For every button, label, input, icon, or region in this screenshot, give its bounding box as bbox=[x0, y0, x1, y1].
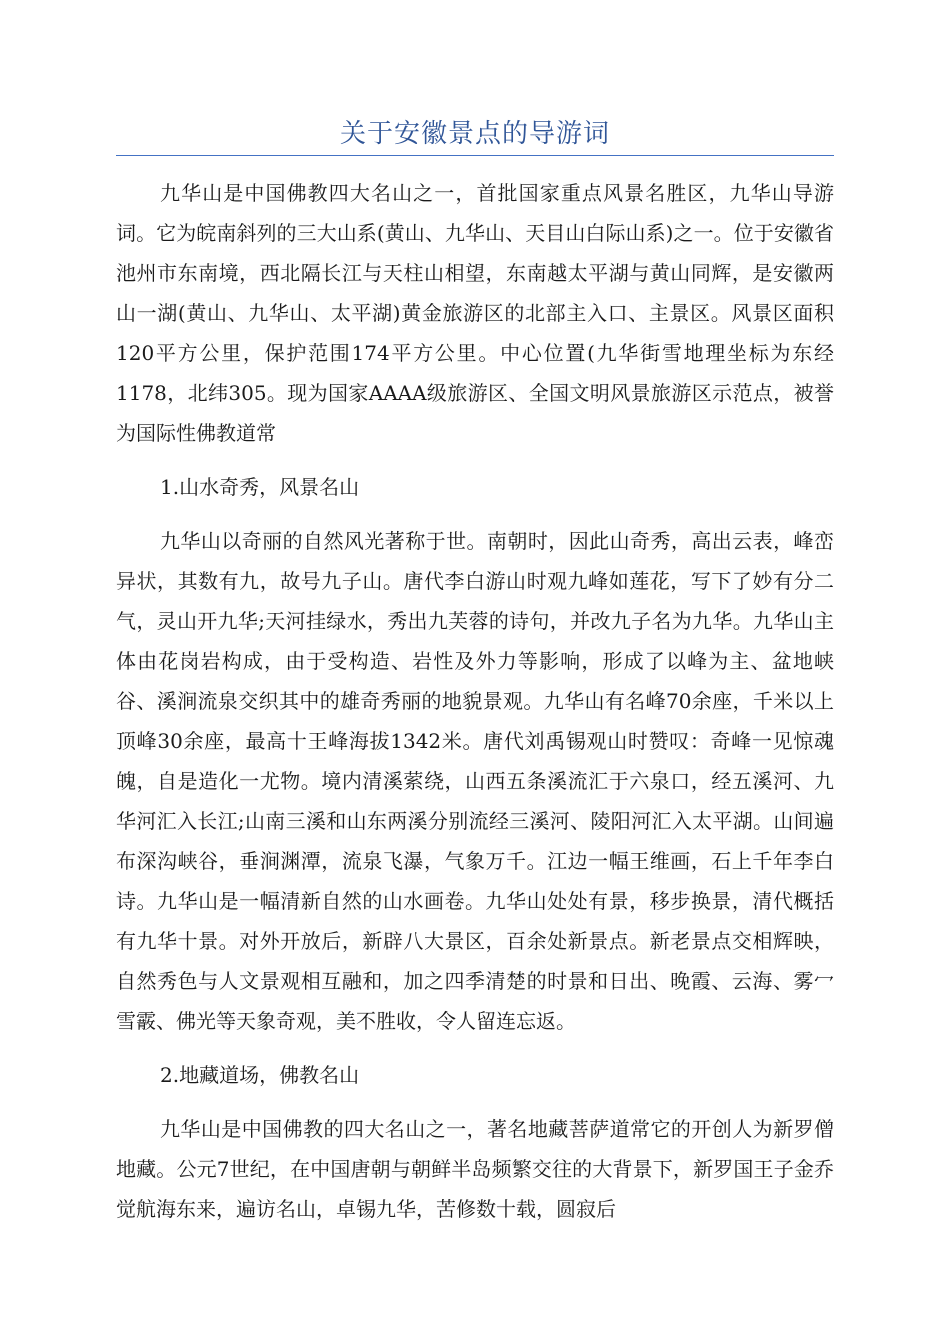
document-title: 关于安徽景点的导游词 bbox=[339, 119, 610, 149]
paragraph-intro: 九华山是中国佛教四大名山之一，首批国家重点风景名胜区，九华山导游词。它为皖南斜列的三大山系(黄山、九华山、天目山白际山系)之一。位于安徽省池州市东南境，西北隔长江与天柱山相望，东南越太平湖与黄山同辉，是安徽两山一湖(黄山、九华山、太平湖)黄金旅游区的北部主入口、主景区。风景区面积120平方公里，保护范围174平方公里。中心位置(九华街雪地理坐标为东经1178，北纬305。现为国家AAAA级旅游区、全国文明风景旅游区示范点，被誉为国际性佛教道常 bbox=[116, 181, 834, 445]
title-underline-rule bbox=[116, 155, 834, 156]
section-heading-1: 1.山水奇秀，风景名山 bbox=[160, 475, 360, 499]
document-body bbox=[116, 173, 834, 1243]
paragraph-scenery: 九华山以奇丽的自然风光著称于世。南朝时，因此山奇秀，高出云表，峰峦异状，其数有九，故号九子山。唐代李白游山时观九峰如莲花，写下了妙有分二气，灵山开九华;天河挂绿水，秀出九芙蓉的诗句，并改九子名为九华。九华山主体由花岗岩构成，由于受构造、岩性及外力等影响，形成了以峰为主、盆地峡谷、溪涧流泉交织其中的雄奇秀丽的地貌景观。九华山有名峰70余座，千米以上顶峰30余座，最高十王峰海拔1342米。唐代刘禹锡观山时赞叹：奇峰一见惊魂魄，自是造化一尤物。境内清溪萦绕，山西五条溪流汇于六泉口，经五溪河、九华河汇入长江;山南三溪和山东两溪分别流经三溪河、陵阳河汇入太平湖。山间遍布深沟峡谷，垂涧渊潭，流泉飞瀑，气象万千。江边一幅王维画，石上千年李白诗。九华山是一幅清新自然的山水画卷。九华山处处有景，移步换景，清代概括有九华十景。对外开放后，新辟八大景区，百余处新景点。新老景点交相辉映，自然秀色与人文景观相互融和，加之四季清楚的时景和日出、晚霞、云海、雾冖雪霰、佛光等天象奇观，美不胜收，令人留连忘返。 bbox=[116, 529, 834, 1033]
section-heading-2: 2.地藏道场，佛教名山 bbox=[160, 1063, 360, 1087]
paragraph-buddhism: 九华山是中国佛教的四大名山之一，著名地藏菩萨道常它的开创人为新罗僧地藏。公元7世纪，在中国唐朝与朝鲜半岛频繁交往的大背景下，新罗国王子金乔觉航海东来，遍访名山，卓锡九华，苦修数十载，圆寂后 bbox=[116, 1117, 834, 1221]
